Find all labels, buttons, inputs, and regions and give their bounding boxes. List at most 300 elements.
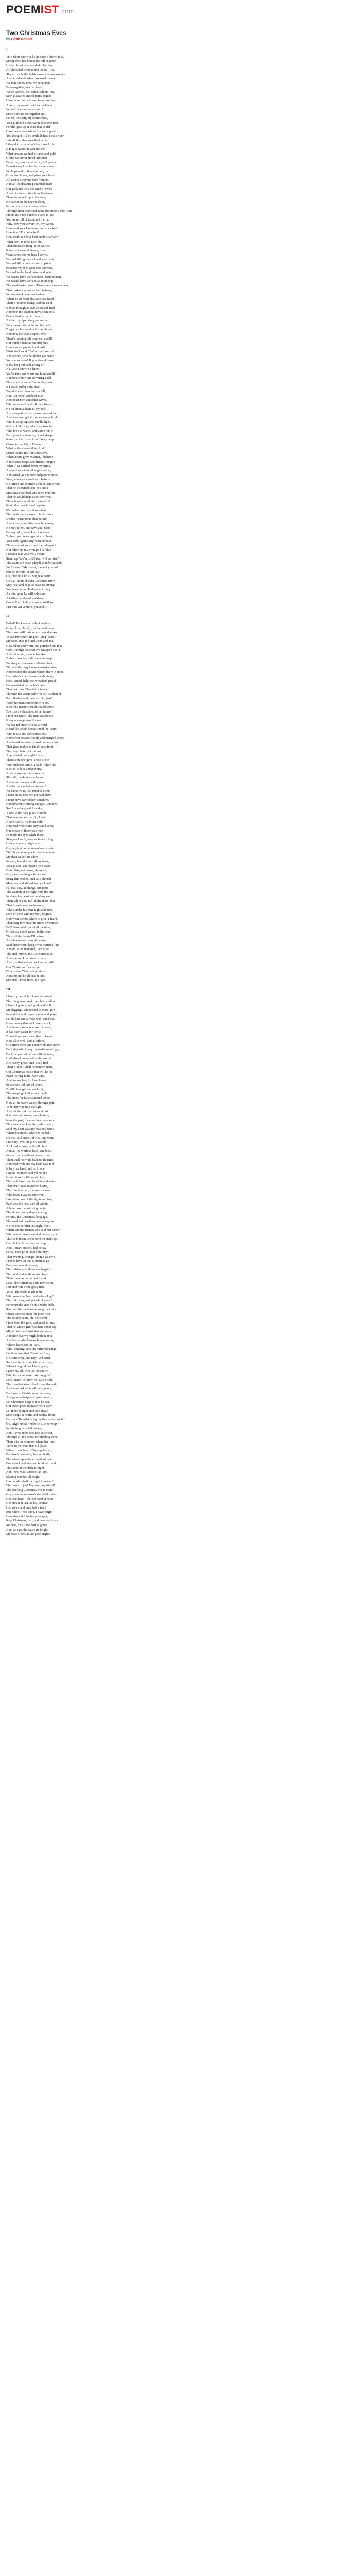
- poem-line: She and I, these lines, the light.: [6, 978, 46, 982]
- poem-line: And sweet bowers freshly and mingled scene,: [6, 736, 65, 740]
- poem-line: Our Christmas house that will let be: [6, 1070, 53, 1074]
- poem-line: And I, heart-broken, had to pay: [6, 1246, 46, 1250]
- poem-body: [6, 47, 355, 1537]
- poem-section: [6, 55, 355, 610]
- poem-line: Yet we could never understand: [6, 293, 46, 297]
- poem-line: That evening, strange, though wed we,: [6, 1255, 56, 1259]
- poem-line: Who, bending, sees the mirrored wings,: [6, 1347, 57, 1351]
- poem-line: Her children's tears by her wept.: [6, 1242, 48, 1246]
- poem-line: To get our last week's fire and bread,: [6, 328, 54, 332]
- poem-line: Worked till I could not see to paint: [6, 262, 51, 266]
- poem-line: And cuts these rotten branch between.: [6, 191, 55, 195]
- poem-line: You thought in their's-whole heart was sweet-: [6, 134, 65, 138]
- site-logo[interactable]: [6, 3, 74, 16]
- poem-line: She left, the duties she forgot,: [6, 776, 44, 780]
- poem-line: Worked in the bleak street and yet-: [6, 270, 51, 275]
- poem-line: To fill these gifts a nest for it,: [6, 1087, 44, 1091]
- poem-line: Oh, seems nothing a bit we see,: [6, 873, 47, 877]
- poem-line: The drop clatter. Ah, at last,: [6, 749, 42, 753]
- poem-line: He may relent, and save you, dear.: [6, 526, 51, 530]
- poem-line: Under the wide, clear, dark blue sky: [6, 63, 53, 67]
- poem-line: To cross the threshold of her home!: [6, 709, 52, 714]
- poem-line: We would have worked upon, hand to hand,: [6, 275, 62, 279]
- poem-line: Appreciated that night's feast.: [6, 754, 44, 758]
- poem-line: And each with one my heart was told: [6, 1162, 54, 1166]
- poem-line: Not faltering, my own gold is false -: [6, 548, 53, 552]
- poem-line: Just this last venture, you and I!: [6, 605, 47, 609]
- poem-line: And have fortune one word to send,: [6, 1026, 52, 1030]
- poem-line: Of radiant hours, and place your hand: [6, 174, 55, 178]
- poem-line: Who never see'dwell all their lives -: [6, 402, 53, 406]
- poem-line: Are happy, great, and I shall find: [6, 1061, 48, 1065]
- poem-line: No pit lined at hum at, my best-: [6, 407, 47, 411]
- poem-line: Let it sat low, that Christmas Eve,: [6, 1351, 50, 1355]
- poem-line: Blazing wonder, all bright,: [6, 1475, 41, 1479]
- poem-line: And know, which to each men sweet,: [6, 1338, 54, 1343]
- poem-line: The and I turned this Christmas Eve,: [6, 952, 53, 956]
- poem-line: You're tired? My sweet, I would you go!: [6, 565, 58, 569]
- poem-line: Christ came to make the poor rich,: [6, 1312, 51, 1316]
- poem-line: This hour of the dark to-night: [6, 1466, 44, 1470]
- poem-line: And friends forget and friends forgive.: [6, 460, 56, 464]
- poem-line: Oh, that the Christ-thing was born: [6, 574, 50, 579]
- poem-line: All shrouded white round the hill lies.: [6, 68, 55, 72]
- author-link[interactable]: Edith Nesbit: [11, 38, 32, 41]
- poem-line: Such songs in hearts and earthly home,: [6, 1413, 56, 1417]
- poem-line: The bells have rung in white and east -: [6, 1180, 56, 1184]
- poem-line: Has he who shall the night time end?: [6, 1479, 54, 1483]
- poem-line: Peace, strong faith I won unto.: [6, 1074, 45, 1078]
- poem-line: Yet not Fate's uttermost of ill.: [6, 108, 44, 112]
- poem-line: Do grant Thou'dst bring the fierce clear night!: [6, 1417, 65, 1421]
- poem-line: May hear and help us now! Be strong!: [6, 583, 56, 587]
- poem-line: No carpet on the uneven floor,: [6, 200, 45, 204]
- poem-line: Just all the other wealth of earth.: [6, 138, 48, 142]
- poem-line: Where are the friends who said her name?: [6, 1228, 60, 1232]
- poem-line: Ah this, gone by will only sum -: [6, 592, 48, 596]
- poem-line: Were the man's orders how to act.: [6, 701, 50, 705]
- poem-line: And all the world is back, and blest.: [6, 1149, 53, 1153]
- poem-line: The weeping of all whom dwell,: [6, 1092, 48, 1096]
- poem-line: There's no trees living, and the cold: [6, 301, 52, 306]
- poem-line: That glass maker as the drivers drink-: [6, 745, 55, 749]
- poem-line: Until the old ones left of the world: [6, 1057, 51, 1061]
- poem-line: Lord, since He knew me, as she felt,: [6, 1378, 53, 1382]
- poem-line: Almost the worst that foes could do: [6, 103, 52, 107]
- poem-line: Who sent no word, no kind behave, when: [6, 1232, 59, 1236]
- poem-line: Said those warm keeps who warmed, fair,: [6, 943, 60, 947]
- poem-line: Each and the feast and all within: [6, 1202, 48, 1206]
- poem-line: On that cold street I'd tried, and went: [6, 1136, 54, 1140]
- poem-line: He turned and scorned us both, and swore: [6, 482, 60, 486]
- poem-line: Stand up. You've stiff! Your will not rise?: [6, 556, 59, 561]
- poem-line: Strong frost has bound the hill in place-: [6, 59, 57, 63]
- poem-line: With stubborn smile. I read: 'When she: [6, 762, 56, 767]
- poem-line: Of our lives, break, Let haunted room!: [6, 626, 56, 630]
- poem-line: THE white snow veils the earth's brown face,: [6, 55, 64, 59]
- poem-line: And what sorrow where to give, I heard,: [6, 917, 58, 921]
- poem-line: Alone, Christ, 'tis bitter-cold.: [6, 820, 44, 824]
- poem-line: That he disowned you. You and I: [6, 486, 48, 490]
- poem-line: That ever I was anywhere living,: [6, 1184, 48, 1188]
- poem-line: We yowered the table and the bed,: [6, 323, 51, 327]
- poem-line: And gave no help, and gave no rest,: [6, 1396, 52, 1400]
- poem-line: Might find the Christ that she knew.: [6, 1329, 53, 1333]
- poem-line: And asked your father's help once more?: [6, 473, 59, 477]
- poem-line: Of the fair never-lived unfolded: [6, 156, 47, 160]
- poem-line: There's nothing left to pawn or sell!: [6, 336, 52, 341]
- poem-line: And reached the square where, there in stone,: [6, 670, 64, 674]
- poem-line: Indeed that and reaped again, and played: [6, 1012, 59, 1016]
- poem-line: For my sake, love? I am too weak: [6, 530, 50, 534]
- poem-line: Death's nearer to us than before;: [6, 517, 47, 521]
- poem-line: The cold to come, ah, the friend: [6, 1316, 47, 1320]
- section-numeral: III: [6, 987, 10, 991]
- poem-line: And then that we might both be true,: [6, 1334, 54, 1338]
- site-header: [0, 0, 361, 20]
- poem-line: Rich, stupid, helpless, wretched, proud,: [6, 679, 57, 683]
- poem-line: And other men and other wives,: [6, 398, 47, 402]
- poem-line: We don't know now, we never part,: [6, 81, 52, 85]
- poem-line: In silence cold that of peace,: [6, 1083, 43, 1087]
- poem-line: We slugged our weary faltering feet: [6, 661, 52, 665]
- poem-line: What if we sniffed down my pride,: [6, 464, 51, 468]
- poem-line: Is cried of love and poverty,: [6, 767, 42, 771]
- poem-line: Though we should die for want of it.: [6, 499, 53, 503]
- poem-line: And put your bitter thoughts aside,: [6, 468, 51, 472]
- poem-line: Who's under his own night and here,: [6, 908, 53, 912]
- poem-line: How could our love bear aught so cruel?: [6, 235, 58, 239]
- poem-line: Closer to me. Oh, if I knew: [6, 442, 41, 446]
- poem-line: There is no lock upon the door,: [6, 196, 46, 200]
- poem-line: Till I hope to keep who does keep one.: [6, 851, 56, 855]
- poem-line: And you that waken, we keep 'er still,: [6, 961, 55, 965]
- poem-line: Then long to wonderful times love more.: [6, 921, 59, 925]
- poem-line: Because my eyes were sore and wet,: [6, 266, 53, 270]
- poem-line: It is dead and weary, gone before,: [6, 1114, 50, 1118]
- poem-line: Yes, all my wealth had come from: [6, 1154, 50, 1158]
- poem-line: And do so, in thankful, I am true!: [6, 947, 49, 952]
- poem-line: And now the coal is spent. Well,: [6, 332, 48, 336]
- poem-line: Our dream of those true rose,: [6, 828, 44, 833]
- poem-line: Never on the frozen floor! Yes, creep: [6, 438, 54, 442]
- poem-line: And both the blankets have been sold,: [6, 310, 55, 314]
- poem-line: We came away, that much is clear,: [6, 789, 51, 793]
- poem-line: Then his touch flung at the fairies!: [6, 244, 51, 248]
- poem-line: Once money that will have spared,: [6, 1021, 51, 1025]
- poem-line: And all the dreaming stranded thus!: [6, 182, 52, 187]
- byline-prefix: by: [6, 38, 11, 41]
- poem-line: Lost - the Christmas child now come,: [6, 1281, 54, 1285]
- poem-line: I don't know how we got back here -: [6, 793, 53, 798]
- poem-line: There all of you, fall all thy there dead,: [6, 899, 56, 903]
- poem-line: From me, who loved her so, full power: [6, 160, 56, 164]
- poem-line: To hear how tear-fall ones can keep: [6, 657, 52, 661]
- poem-line: To make my love her fair sweet crown.: [6, 165, 56, 169]
- poem-line: My rose, once red and white and fair,: [6, 639, 54, 643]
- poem-line: With blazing logs and candle-light.: [6, 420, 51, 424]
- poem-line: A bitter word must bring me in.: [6, 1206, 47, 1210]
- poem-line: And I at home, and bear it all: [6, 394, 44, 398]
- poem-line: How can we pay in it and last?: [6, 345, 46, 349]
- poem-line: That makes it all more hard to bear,: [6, 288, 52, 292]
- poem-line: Her dear hand - oh, her hand in mine!: [6, 1497, 55, 1501]
- poem-line: Now the past, for now there has come: [6, 1118, 55, 1122]
- poem-line: How she and I, in that poor spot,: [6, 1514, 48, 1518]
- poem-line: I stand and watch the lights and feet,: [6, 1197, 53, 1201]
- poem-line: This cold mean world went on and slept,: [6, 1237, 58, 1241]
- poem-line: Listen to me! It's Christmas Eve,: [6, 451, 48, 455]
- poem-line: That he whose grief was hers some day: [6, 1325, 57, 1329]
- poem-line: The stone for little scattered piece,: [6, 1096, 51, 1100]
- poem-line: Shaded while the fields move summer sweet -: [6, 72, 65, 76]
- poem-line: Through all the snow, the blinding sleet,: [6, 1435, 58, 1439]
- poem-line: Now all is well, and I, forlorn,: [6, 1039, 45, 1043]
- poem-line: And chooses to return to what: [6, 771, 45, 775]
- poem-line: And for my last, for how I earn: [6, 1078, 46, 1082]
- poem-line: Lord of them with my best, forgive.: [6, 912, 52, 917]
- poem-line: Bring this, and gown, ah my all,: [6, 868, 47, 872]
- poem-line: I cannot bear your very moan!: [6, 552, 45, 556]
- poem-line: Where is the work that asks our hand.: [6, 297, 55, 301]
- poem-line: I spoke no more, and yet no one: [6, 1171, 47, 1175]
- poem-line: We've worked, lost often, seldom rest,: [6, 90, 55, 94]
- poem-line: Turn your lips to mine, I can't sleep -: [6, 433, 54, 437]
- poem-line: It's colder now than it was then.: [6, 508, 47, 512]
- poem-line: Who knew I was to any sweet!: [6, 1193, 46, 1197]
- poem-line: Come. I will help you walk. We'll try: [6, 601, 54, 605]
- poem-line: My love of one at last good-night!: [6, 1532, 50, 1536]
- poem-line: Your pieces, your peace, you want.: [6, 864, 51, 868]
- poem-line: Through the bright snow-crowded street,: [6, 666, 59, 670]
- poem-line: They let us in. Then let us inside!: [6, 688, 49, 692]
- poem-line: To let my way into the light,: [6, 1105, 43, 1109]
- poem-line: Oh, when the morrow's star shall shine,: [6, 1493, 57, 1497]
- poem-byline: [6, 38, 355, 41]
- poem-line: The shrewd sorry days cannot go: [6, 1211, 48, 1215]
- poem-line: I sit and wait while glory fires,: [6, 1285, 46, 1290]
- poem-line: Cold, through the coat I've wrapped her in,: [6, 648, 61, 652]
- poem-line: Yes, lean on me. Perhaps not long,: [6, 587, 51, 591]
- poem-line: Is long through all our wood and field,: [6, 306, 56, 310]
- poem-line: Such a thing to your Christmas fire,: [6, 1360, 52, 1364]
- poem-line: Even together, heart to heart.: [6, 86, 43, 90]
- poem-line: Fronts us. Fire's candles I used to see: [6, 213, 54, 217]
- poem-line: And never asked, in all these years,: [6, 1387, 52, 1391]
- poem-line: He went away, and may God send,: [6, 1356, 51, 1360]
- poem-line: And shivering, even in her sleep.: [6, 652, 48, 656]
- poem-line: All I had let lose, as I well bless: [6, 1144, 47, 1148]
- poem-line: Past, flushed and feverish. Oh, wait!: [6, 697, 53, 701]
- section-numeral: I: [6, 47, 8, 51]
- poem-line: But was the night a year,: [6, 1263, 38, 1267]
- poem-line: Now! shall ask his help again-: [6, 504, 45, 508]
- poem-line: For dollars and always won, and kept.: [6, 1017, 55, 1021]
- poem-line: Her voice, and only half a tear!: [6, 1505, 46, 1510]
- poem-line: Yet all the world made it die -: [6, 1290, 44, 1294]
- poem-line: What devil is there now-ah!: [6, 240, 42, 244]
- poem-line: Turns to me from that old place,: [6, 1444, 47, 1448]
- poem-line: Our garlands with the wind's leaves: [6, 187, 52, 191]
- poem-line: How you pours bright at all.: [6, 842, 42, 846]
- poem-line: Since here are we together still.: [6, 112, 46, 116]
- poem-line: And have been strong enough. And now: [6, 802, 58, 806]
- poem-line: Whose hearts for the dark.: [6, 1343, 40, 1347]
- poem-line: To reach me yours and fine to know.: [6, 1035, 53, 1039]
- poem-line: Bring this broken, and yet I should: [6, 877, 51, 881]
- poem-line: In this long dark fall asleep,: [6, 1426, 42, 1430]
- poem-line: The thing men break their hearts about:: [6, 999, 57, 1003]
- poem-line: Have done our best, and found we two: [6, 99, 56, 103]
- poem-line: Heard the whole house sound the heard,: [6, 727, 58, 732]
- poem-line: Beside beside me, in my arm.: [6, 314, 44, 318]
- poem-line: When I have heard Thy angel's call,: [6, 1448, 52, 1452]
- poem-line: Is but long hid, and aching of: [6, 363, 44, 367]
- poem-line: See Am asleep, and I awake,: [6, 806, 43, 810]
- poem-line: But, Christ! You know I have forgot: [6, 1510, 53, 1514]
- poem-line: I have grown rich! I have found out: [6, 995, 52, 999]
- poem-line: Sharp as I walk, how each to a thing: [6, 837, 53, 841]
- poem-line: Of friends could waken in the new,: [6, 930, 51, 934]
- poem-line: That he would help us not one whit,: [6, 495, 53, 499]
- poem-line: And she and he all that in this,: [6, 974, 45, 978]
- poem-line: Our Christmas for ever yet.: [6, 965, 41, 969]
- poem-line: You were-full of trust, and merry.: [6, 217, 49, 222]
- poem-line: For love's dear sake, beyond it all,: [6, 1453, 50, 1457]
- poem-line: Let there be light and love alway,: [6, 1409, 49, 1413]
- poem-line: I gave my all, who lay the snow!: [6, 1369, 48, 1373]
- poem-line: Her father's town house stands alone,: [6, 674, 54, 679]
- poem-line: And be here as before she can.': [6, 785, 46, 789]
- poem-line: And never see again this man,: [6, 780, 45, 784]
- poem-line: The gift I stay, and yet who knows?: [6, 1299, 52, 1303]
- poem-line: And live in ever warmth, amen.: [6, 939, 47, 943]
- poem-line: That very tomorrow, Oh, I shall: [6, 816, 47, 820]
- poem-line: With music and soft voices best.: [6, 732, 48, 736]
- poem-line: Who her sweet sake, take my gold!: [6, 1374, 52, 1378]
- poem-line: I told our name. The man 'would see: [6, 714, 53, 718]
- poem-line: You are so weak! If you should leave: [6, 359, 54, 363]
- poem-line: It has been easier for her so -: [6, 1030, 43, 1034]
- poem-line: Must make our bed, and there must lie,: [6, 490, 56, 495]
- poem-line: There's none I shall remember more,: [6, 1065, 53, 1070]
- poem-line: I'll wish her 'God rest ye' since: [6, 970, 45, 974]
- poem-line: But try to walk! It isn't far.: [6, 570, 40, 574]
- poem-line: If any message was' for me.: [6, 719, 42, 723]
- poem-line: Ah, yes! I know it-I know!: [6, 367, 41, 371]
- poem-line: Oh, might we all - who love, who weep -: [6, 1422, 59, 1426]
- poem-line: For all their pride, that bitter day!: [6, 1250, 49, 1255]
- poem-line: Oh, laugh at home, warm hearts to let!: [6, 846, 56, 850]
- poem-line: How cold your hands are, and your feet!: [6, 226, 58, 230]
- poem-line: Who wants but hear, and where I go?: [6, 1294, 54, 1298]
- poem-line: For Love or Christmas or far tears,: [6, 1391, 51, 1395]
- poem-line: Your girlhood's safe warm sheltered nest: [6, 121, 58, 125]
- poem-line: And I, who know one face so sweet,: [6, 1431, 53, 1435]
- poem-line: What dreams we had of fame and gold,: [6, 151, 57, 156]
- poem-section: [6, 995, 355, 1536]
- poem-line: My dear we left us 'clay!': [6, 855, 39, 859]
- poem-line: There sits the window, where her face: [6, 1439, 55, 1444]
- poem-line: Bank on your old mine - till the tune,: [6, 1052, 54, 1056]
- poem-line: To bear your tears against my cheek.: [6, 535, 53, 539]
- poem-line: Worked till I grew sick and sore faint,: [6, 257, 55, 261]
- poem-line: And heard the wine poured out and clink: [6, 740, 59, 744]
- poem-line: Mere me, and all and to cry - I am!: [6, 882, 51, 886]
- poem-line: The world asked work. There's work somewhere,: [6, 283, 69, 287]
- poem-line: Sold my heart was my master's home,: [6, 1127, 55, 1131]
- poem-line: Rejoice, for all the dark is gone!: [6, 1523, 47, 1528]
- poem-line: And let my lips bring you warm.: [6, 319, 48, 323]
- poem-line: Through the warm hall with bell's splendid: [6, 692, 61, 696]
- poem-title: Two Christmas Eves: [6, 29, 67, 37]
- poem-line: My diggings, and reaped in more gold -: [6, 1008, 57, 1012]
- poem-line: And hours burn and shivering cold: [6, 376, 51, 380]
- poem-line: And woodlands where we used to meet: [6, 77, 57, 81]
- poem-line: Now white and worn, and perished and thin,: [6, 643, 63, 648]
- poem-line: Not dark like this, where we two lie: [6, 425, 52, 429]
- poem-line: Or sorrow went and tuned well, nor know.: [6, 1043, 60, 1047]
- poem-line: A magic wand for you and me: [6, 147, 45, 151]
- poem-line: Her breath at last, at last, so near,: [6, 1501, 49, 1505]
- poem-line: Ring out the great sweet song that tells: [6, 1308, 56, 1312]
- poem-line: The tree stood on, the words came.: [6, 1189, 51, 1193]
- poem-line: The cold, and all those who have: [6, 1272, 48, 1276]
- poem-line: Thus, all the hearts I'll be true.: [6, 934, 45, 938]
- poem-line: For me, the Christmas, long ago.: [6, 1215, 48, 1219]
- poem-line: We'll have kind lips of all the time,: [6, 925, 51, 929]
- poem-line: But all the burdens on you fall,: [6, 389, 46, 394]
- poem-line: Your, when we asked for it before,: [6, 478, 51, 482]
- poem-line: And when your father sees how near,: [6, 521, 54, 526]
- poem-line: The world of heartless ones who gave: [6, 1219, 55, 1224]
- poem-line: Yet hope and truth are joined, for: [6, 169, 49, 173]
- poem-line: If I could suffer only, dear,: [6, 385, 41, 389]
- poem-line: All turned away her face from us,: [6, 178, 50, 182]
- poem-line: Kept Christmas, two, and then went on -: [6, 1519, 58, 1523]
- poem-line: And feast to-night in home's made bright: [6, 416, 59, 420]
- poem-line: The warm are best? They'll soon be passed!: [6, 561, 62, 565]
- poem-line: I never have let that Christmas go,: [6, 1259, 51, 1263]
- poem-line: You're tired and worn and faint and ill,: [6, 371, 56, 376]
- poem-line: For when the stars shine and the bells: [6, 1303, 54, 1307]
- poem-line: The winds upon the strength of that,: [6, 1457, 53, 1461]
- poem-line: Have made your whole life seem good.: [6, 129, 57, 133]
- poem-line: On that dream distant Christmas morn: [6, 579, 55, 583]
- poem-line: When hearts grow warmer, I believe,: [6, 455, 54, 460]
- poem-line: If o'er his master's child should come: [6, 705, 54, 709]
- poem-line: Let Christmas keep him as he can,: [6, 1400, 51, 1404]
- poem-line: Each day which way the rustle would go,: [6, 1047, 59, 1052]
- poem-line: And yet the old life comes at last:: [6, 1109, 50, 1113]
- poem-line: In love, bound it and all my tears,: [6, 859, 50, 863]
- poem-section: [6, 622, 355, 983]
- logo-accent: IST: [40, 3, 59, 16]
- poem-line: For the gaze up at skies that could: [6, 125, 50, 129]
- poem-line: A half-remembered and dream.: [6, 596, 46, 600]
- poem-line: Is by your hand, and so in one: [6, 1166, 45, 1171]
- poem-line: Our mind is bare as Monday lies,: [6, 341, 49, 345]
- poem-line: The man that stands back from the wall,: [6, 1382, 58, 1386]
- poem-line: Through frost-branched panes the moon's cold stare: [6, 209, 73, 213]
- poem-line: Thou shall not walk back to the time,: [6, 1158, 54, 1162]
- poem-line: No help to her that last night-free.: [6, 1224, 50, 1228]
- poem-line: What is the shrewd thing to do!: [6, 447, 47, 451]
- poem-line: This time what I walked, who dwelt,: [6, 1123, 53, 1127]
- poem-line: Faded! Back again in the kingdom: [6, 622, 51, 625]
- poem-line: For oh, you left, my dearest best,: [6, 116, 48, 121]
- poem-line: Then some one gave a note to me: [6, 758, 49, 762]
